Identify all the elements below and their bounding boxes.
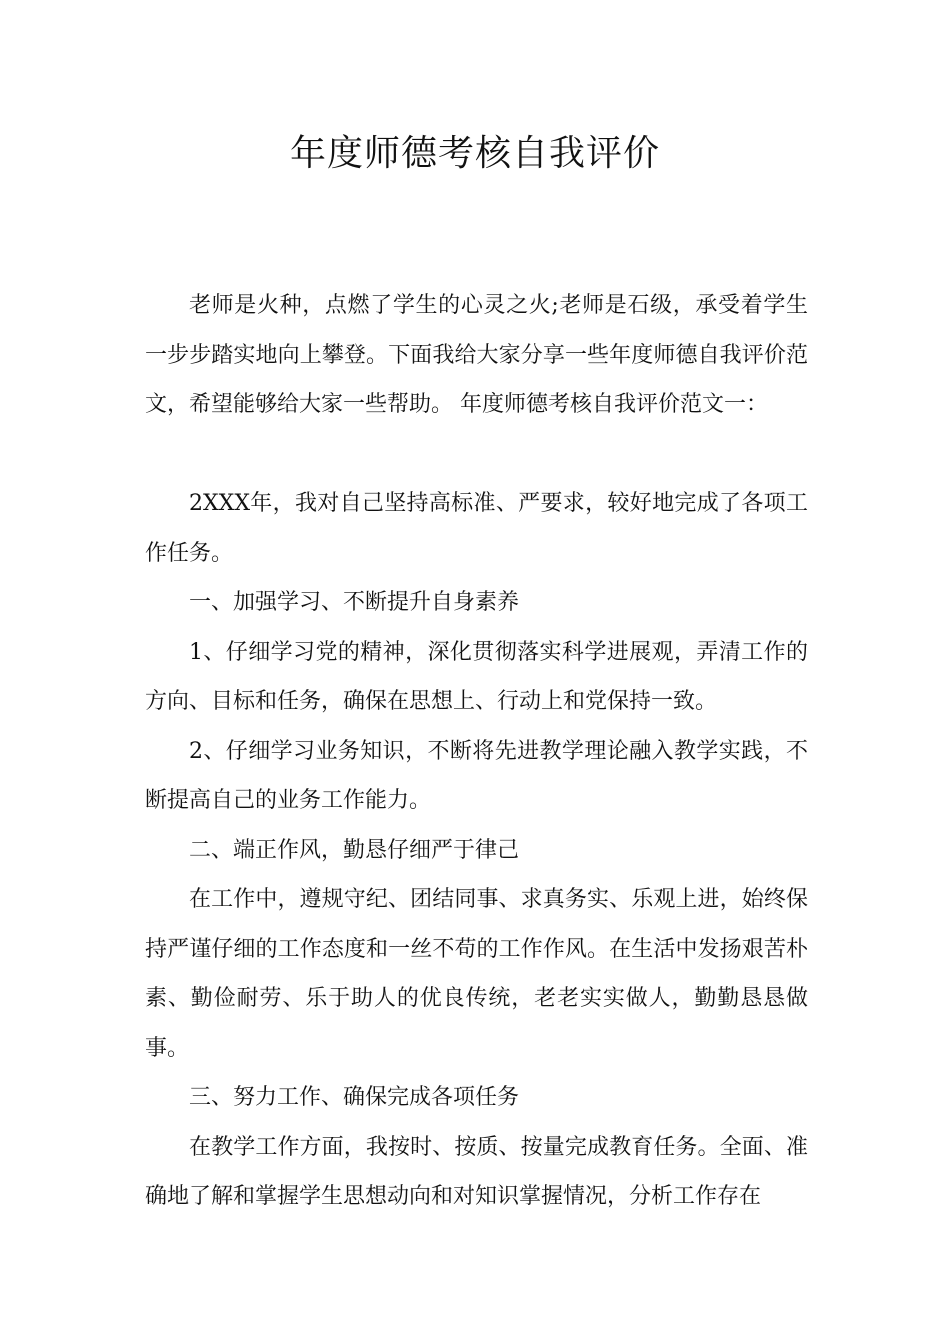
summary-paragraph: 2XXX年，我对自己坚持高标准、严要求，较好地完成了各项工作任务。 bbox=[145, 491, 808, 566]
work-paragraph: 在教学工作方面，我按时、按质、按量完成教育任务。全面、准确地了解和掌握学生思想动向和对知识掌握情况，分析工作存在 bbox=[145, 1134, 808, 1209]
document-body bbox=[145, 281, 808, 1222]
section-heading-study: 一、加强学习、不断提升自身素养 bbox=[189, 590, 520, 615]
document-title: 年度师德考核自我评价 bbox=[289, 133, 660, 174]
conduct-paragraph: 在工作中，遵规守纪、团结同事、求真务实、乐观上进，始终保持严谨仔细的工作态度和一丝不苟的工作作风。在生活中发扬艰苦朴素、勤俭耐劳、乐于助人的优良传统，老老实实做人，勤勤恳恳做事。 bbox=[145, 887, 808, 1061]
intro-paragraph: 老师是火种，点燃了学生的心灵之火;老师是石级，承受着学生一步步踏实地向上攀登。下面我给大家分享一些年度师德自我评价范文，希望能够给大家一些帮助。 年度师德考核自我评价范文一： bbox=[145, 293, 808, 417]
study-item-1: 1、仔细学习党的精神，深化贯彻落实科学进展观，弄清工作的方向、目标和任务，确保在思想上、行动上和党保持一致。 bbox=[145, 639, 808, 714]
section-heading-conduct: 二、端正作风，勤恳仔细严于律己 bbox=[189, 837, 520, 863]
study-item-2: 2、仔细学习业务知识，不断将先进教学理论融入教学实践，不断提高自己的业务工作能力。 bbox=[145, 738, 808, 813]
section-heading-work: 三、努力工作、确保完成各项任务 bbox=[189, 1085, 520, 1110]
paragraph-spacer bbox=[145, 430, 808, 480]
